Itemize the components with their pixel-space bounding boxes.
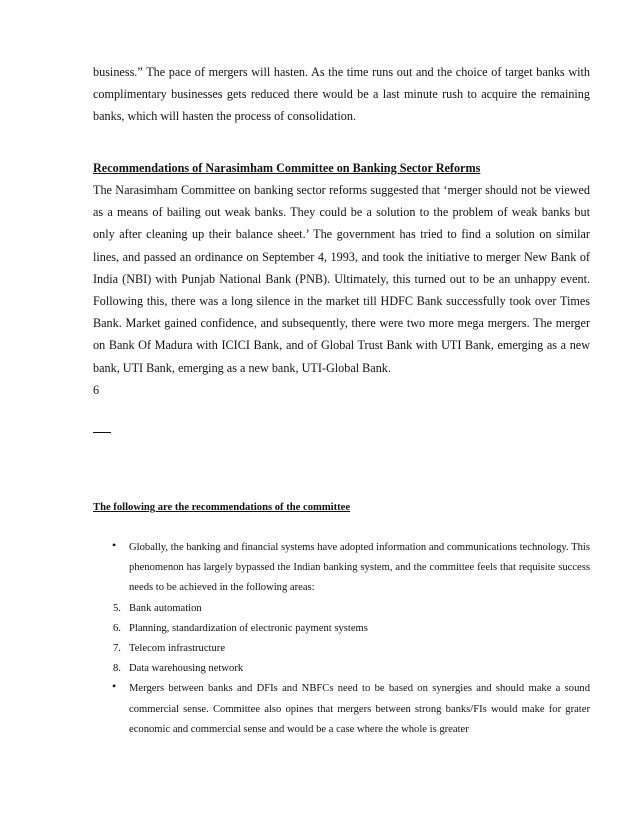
recommendations-list	[93, 538, 590, 740]
intro-paragraph-block	[93, 61, 590, 128]
list-item	[93, 599, 590, 619]
number-marker: 6.	[113, 622, 121, 634]
recommendations-heading: The following are the recommendations of the committee	[93, 502, 351, 513]
intro-paragraph: business.” The pace of mergers will hasten. As the time runs out and the choice of target banks with complimentary businesses gets reduced there would be a last minute rush to acquire the remaining banks, which will hasten the process of consolidation.	[93, 65, 590, 124]
list-item-text: Mergers between banks and DFIs and NBFCs need to be based on synergies and should make a sound commercial sense. Committee also opines that mergers between strong banks/FIs would make for grater economic and commercial sense and would be a case where the whole is greater	[129, 683, 590, 735]
list-item	[93, 659, 590, 679]
list-item	[93, 679, 590, 740]
page-number: 6	[93, 382, 100, 397]
footnote-separator	[93, 432, 111, 433]
number-marker: 5.	[113, 602, 121, 614]
list-item-text: Data warehousing network	[129, 663, 244, 675]
section-block	[93, 157, 590, 401]
list-item-text: Bank automation	[129, 602, 202, 614]
bullet-marker: •	[112, 679, 117, 694]
list-item-text: Globally, the banking and financial systems have adopted information and communications technology. This phenomenon has largely bypassed the Indian banking system, and the committee feels that requisite success needs to be achieved in the following areas:	[129, 542, 590, 594]
section-body: The Narasimham Committee on banking sector reforms suggested that ‘merger should not be viewed as a means of bailing out weak banks. They could be a solution to the problem of weak banks but only after cleaning up their balance sheet.’ The government has tried to find a solution on similar lines, and passed an ordinance on September 4, 1993, and took the initiative to merger New Bank of India (NBI) with Punjab National Bank (PNB). Ultimately, this turned out to be an unhappy event. Following this, there was a long silence in the market till HDFC Bank successfully took over Times Bank. Market gained confidence, and subsequently, there were two more mega mergers. The merger on Bank Of Madura with ICICI Bank, and of Global Trust Bank with UTI Bank, emerging as a new bank, UTI Bank, emerging as a new bank, UTI-Global Bank.	[93, 183, 590, 375]
number-marker: 7.	[113, 643, 121, 655]
list-item	[93, 639, 590, 659]
list-item	[93, 538, 590, 599]
recommendations-heading-block	[93, 500, 590, 516]
list-item-text: Planning, standardization of electronic payment systems	[129, 622, 368, 634]
number-marker: 8.	[113, 663, 121, 675]
list-item	[93, 619, 590, 639]
section-heading: Recommendations of Narasimham Committee on Banking Sector Reforms	[93, 161, 481, 175]
list-item-text: Telecom infrastructure	[129, 643, 226, 655]
bullet-marker: •	[112, 538, 117, 552]
